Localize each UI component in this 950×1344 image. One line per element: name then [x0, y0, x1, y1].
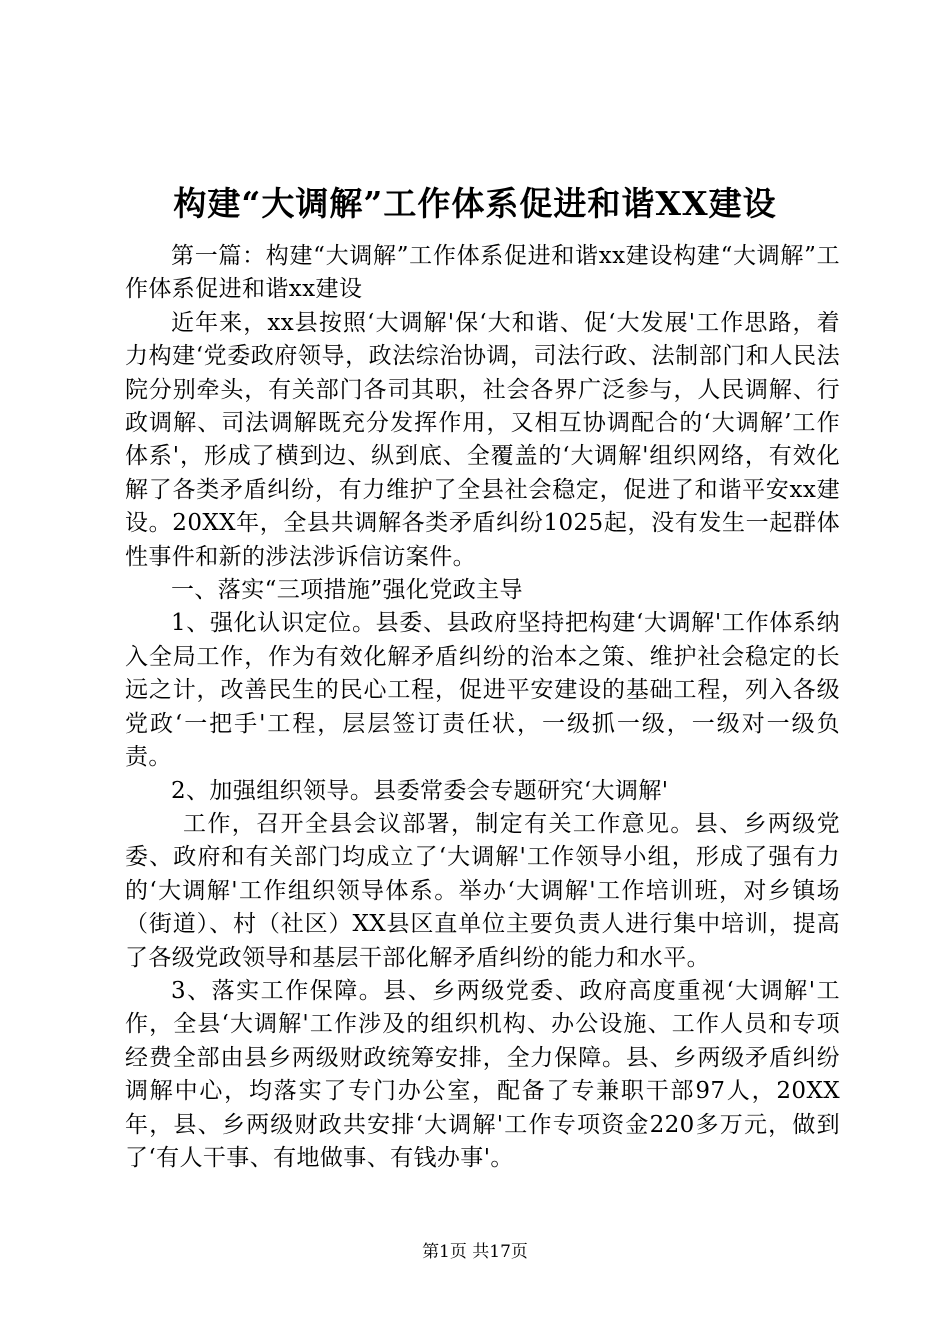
- paragraph-item-1: 1、强化认识定位。县委、县政府坚持把构建‘大调解'工作体系纳入全局工作，作为有效化解矛盾纠纷的治本之策、维护社会稳定的长远之计，改善民生的民心工程，促进平安建设的基础工程，列入各级党政‘一把手'工程，层层签订责任状，一级抓一级，一级对一级负责。: [125, 610, 840, 771]
- document-body: [125, 240, 840, 1175]
- paragraph-overview: 近年来，xx县按照‘大调解'保‘大和谐、促‘大发展'工作思路，着力构建‘党委政府领导，政法综治协调，司法行政、法制部门和人民法院分别牵头，有关部门各司其职，社会各界广泛参与，人民调解、行政调解、司法调解既充分发挥作用，又相互协调配合的‘大调解’工作体系'，形成了横到边、纵到底、全覆盖的‘大调解'组织网络，有效化解了各类矛盾纠纷，有力维护了全县社会稳定，促进了和谐平安xx建设。20XX年，全县共调解各类矛盾纠纷1025起，没有发生一起群体性事件和新的涉法涉诉信访案件。: [125, 309, 840, 570]
- paragraph-item-3: 3、落实工作保障。县、乡两级党委、政府高度重视‘大调解'工作，全县‘大调解'工作涉及的组织机构、办公设施、工作人员和专项经费全部由县乡两级财政统筹安排，全力保障。县、乡两级矛盾纠纷调解中心，均落实了专门办公室，配备了专兼职干部97人，20XX年，县、乡两级财政共安排‘大调解'工作专项资金220多万元，做到了‘有人干事、有地做事、有钱办事'。: [125, 977, 840, 1171]
- paragraph-item-2: 2、加强组织领导。县委常委会专题研究‘大调解': [171, 777, 669, 804]
- document-title: 构建“大调解”工作体系促进和谐XX建设: [173, 184, 777, 223]
- section-heading-1: 一、落实“三项措施”强化党政主导: [171, 577, 523, 604]
- paragraph-intro: 第一篇：构建“大调解”工作体系促进和谐xx建设构建“大调解”工作体系促进和谐xx建设: [125, 243, 840, 303]
- paragraph-item-2-continued: 工作，召开全县会议部署，制定有关工作意见。县、乡两级党委、政府和有关部门均成立了‘大调解'工作领导小组，形成了强有力的‘大调解'工作组织领导体系。举办‘大调解'工作培训班，对乡镇场（街道）、村（社区）XX县区直单位主要负责人进行集中培训，提高了各级党政领导和基层干部化解矛盾纠纷的能力和水平。: [125, 810, 840, 971]
- page-number: 第1页 共17页: [422, 1242, 528, 1262]
